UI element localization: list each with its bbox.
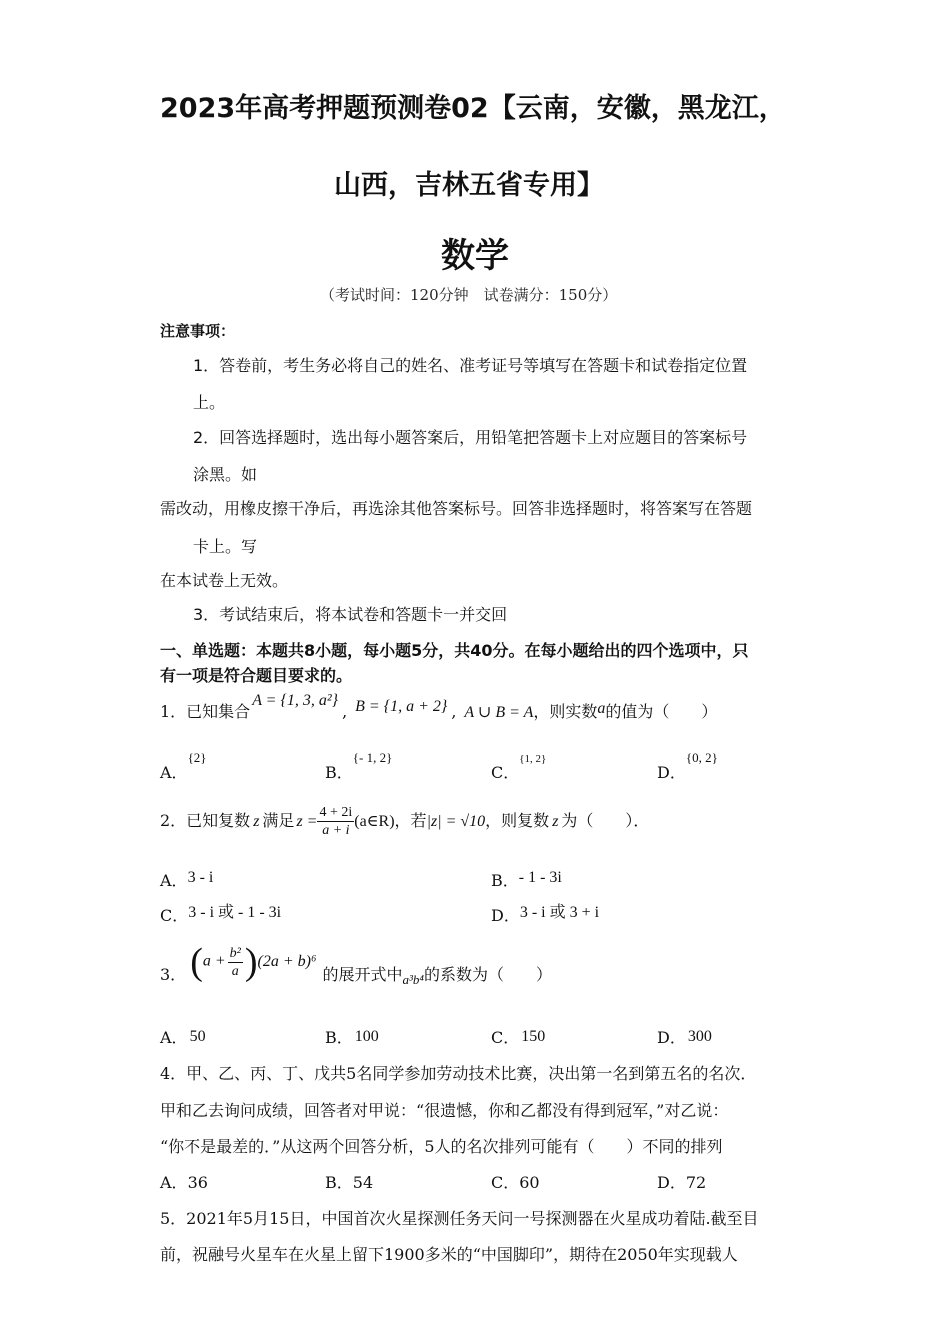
q1-tail: 的值为（ ） (605, 702, 718, 721)
notes-heading: 注意事项： (160, 322, 236, 340)
section-1-line-1: 一、单选题：本题共8小题，每小题5分，共40分。在每小题给出的四个选项中，只 (160, 641, 749, 660)
note-2-line-5: 在本试卷上无效。 (160, 571, 289, 590)
q1-option-b-label: B． (325, 763, 353, 782)
q3-option-d-label: D． (657, 1028, 686, 1047)
q4-option-c[interactable] (491, 1170, 540, 1193)
q4-option-d[interactable] (657, 1170, 706, 1193)
q3-option-d[interactable] (657, 1023, 712, 1046)
q4-line-1: 4．甲、乙、丙、丁、戊共5名同学参加劳动技术比赛，决出第一名到第五名的名次． (160, 1064, 757, 1083)
q5-line-2: 前，祝融号火星车在火星上留下1900多米的“中国脚印”，期待在2050年实现载人 (160, 1245, 738, 1264)
q1-set-b: B = {1, a + 2} (355, 698, 448, 715)
q2-var: z (253, 813, 260, 830)
q4-option-a-value: 36 (187, 1173, 208, 1192)
q1-option-d-label: D． (657, 763, 686, 782)
q2-option-c[interactable] (160, 903, 281, 926)
question-1: 1．已知集合A = {1, 3, a²}, B = {1, a + 2} , A ∪ B = A，则实数a的值为（ ） (160, 692, 718, 721)
section-1-line-2: 有一项是符合题目要求的。 (160, 666, 353, 685)
q4-option-b-value: 54 (352, 1173, 374, 1192)
q1-option-d[interactable] (657, 750, 718, 783)
q2-tail: ，则复数 (485, 811, 550, 830)
q4-option-b[interactable] (325, 1170, 373, 1193)
q2-prefix: 2．已知复数 (160, 811, 251, 830)
q2-fraction (317, 804, 354, 839)
q2-option-d-label: D． (491, 906, 520, 925)
q3-option-b-label: B． (325, 1028, 353, 1047)
q1-suffix: ，则实数 (533, 702, 598, 721)
note-2-line-3: 需改动，用橡皮擦干净后，再选涂其他答案标号。回答非选择题时，将答案写在答题 (160, 499, 753, 518)
q3-expr-right: (2a + b)⁶ (257, 953, 317, 970)
q1-option-a-label: A． (160, 763, 188, 782)
q2-mid: 满足 (262, 811, 295, 830)
note-2-line-1: 2．回答选择题时，选出每小题答案后，用铅笔把答题卡上对应题目的答案标号 (193, 428, 748, 447)
q1-option-b[interactable] (325, 750, 393, 783)
q3-frac-den: a (231, 963, 239, 979)
title-line-1: 2023年高考押题预测卷02【云南，安徽，黑龙江， (160, 93, 786, 124)
q3-option-a[interactable] (160, 1023, 206, 1046)
q2-option-b-label: B． (491, 871, 519, 890)
q4-option-a-label: A． (160, 1173, 188, 1192)
note-2-line-2: 涂黑。如 (193, 465, 258, 484)
q2-option-d[interactable] (491, 903, 599, 926)
q2-abs-expr: |z| = √10 (426, 813, 486, 830)
q3-option-a-label: A． (160, 1028, 188, 1047)
q1-prefix: 1．已知集合 (160, 702, 251, 721)
q2-option-c-label: C． (160, 906, 189, 925)
q2-option-a[interactable] (160, 868, 213, 891)
subject-title: 数学 (441, 236, 509, 276)
question-3 (160, 940, 552, 987)
q2-if: ，若 (394, 811, 427, 830)
q2-option-b[interactable] (491, 868, 562, 891)
title-line-2: 山西，吉林五省专用】 (334, 170, 604, 201)
q3-frac-num: b² (229, 945, 241, 961)
q3-option-b-value: 100 (354, 1028, 379, 1045)
q2-option-a-label: A． (160, 871, 188, 890)
q3-expr-left: a + (202, 952, 226, 970)
q2-lhs: z = (296, 813, 318, 830)
note-3: 3．考试结束后，将本试卷和答题卡一并交回 (193, 605, 508, 624)
q3-option-b[interactable] (325, 1023, 379, 1046)
q3-expression: (a + $\frac{\text{b²}}{a}$ )(2a + b)⁶ (190, 941, 317, 983)
q4-option-d-label: D． (657, 1173, 686, 1192)
q1-union: A ∪ B = A (464, 704, 534, 721)
q5-line-1: 5．2021年5月15日，中国首次火星探测任务天问一号探测器在火星成功着陆.截至目 (160, 1209, 759, 1228)
question-2 (160, 804, 649, 839)
q1-var: a (597, 700, 606, 717)
q1-option-b-value: {- 1, 2} (352, 750, 393, 765)
q2-option-d-value: 3 - i 或 3 + i (519, 904, 600, 921)
note-2-line-4: 卡上。写 (193, 537, 258, 556)
q3-tail: 的系数为（ ） (423, 965, 552, 984)
q1-set-a: A = {1, 3, a²} (252, 692, 339, 709)
q1-option-a[interactable] (160, 750, 207, 783)
q3-option-a-value: 50 (189, 1028, 206, 1045)
q2-var-2: z (552, 813, 559, 830)
q3-option-c[interactable] (491, 1023, 545, 1046)
q2-condition: (a∈R) (354, 813, 395, 830)
q3-option-c-label: C． (491, 1028, 520, 1047)
q1-option-c-label: C． (491, 763, 520, 782)
q2-option-a-value: 3 - i (187, 869, 214, 886)
q2-option-b-value: - 1 - 3i (518, 869, 562, 886)
q1-option-c-value: {1, 2} (519, 753, 547, 765)
q4-option-c-value: 60 (519, 1173, 540, 1192)
q2-option-c-value: 3 - i 或 - 1 - 3i (188, 904, 282, 921)
note-1-line-1: 1．答卷前，考生务必将自己的姓名、准考证号等填写在答题卡和试卷指定位置 (193, 356, 748, 375)
q3-option-d-value: 300 (687, 1028, 712, 1045)
q3-term: a³b⁴ (402, 972, 424, 987)
q3-option-c-value: 150 (521, 1028, 546, 1045)
q1-option-d-value: {0, 2} (685, 750, 718, 765)
q3-prefix: 3． (160, 965, 187, 984)
q4-option-b-label: B． (325, 1173, 353, 1192)
exam-info: （考试时间：120分钟 试卷满分：150分） (320, 286, 618, 304)
q4-line-2: 甲和乙去询问成绩，回答者对甲说：“很遗憾，你和乙都没有得到冠军，”对乙说： (160, 1101, 729, 1120)
q4-option-c-label: C． (491, 1173, 520, 1192)
q1-option-a-value: {2} (187, 750, 207, 765)
q4-option-d-value: 72 (685, 1173, 707, 1192)
q4-line-3: “你不是最差的．”从这两个回答分析，5人的名次排列可能有（ ）不同的排列 (160, 1137, 723, 1156)
q4-option-a[interactable] (160, 1170, 208, 1193)
q1-option-c[interactable] (491, 753, 547, 783)
q2-tail-2: 为（ ）． (561, 811, 650, 830)
q3-mid: 的展开式中 (322, 965, 403, 984)
q2-frac-den: a + i (322, 823, 350, 838)
note-1-line-2: 上。 (193, 393, 226, 412)
q2-frac-num: 4 + 2i (319, 805, 353, 820)
